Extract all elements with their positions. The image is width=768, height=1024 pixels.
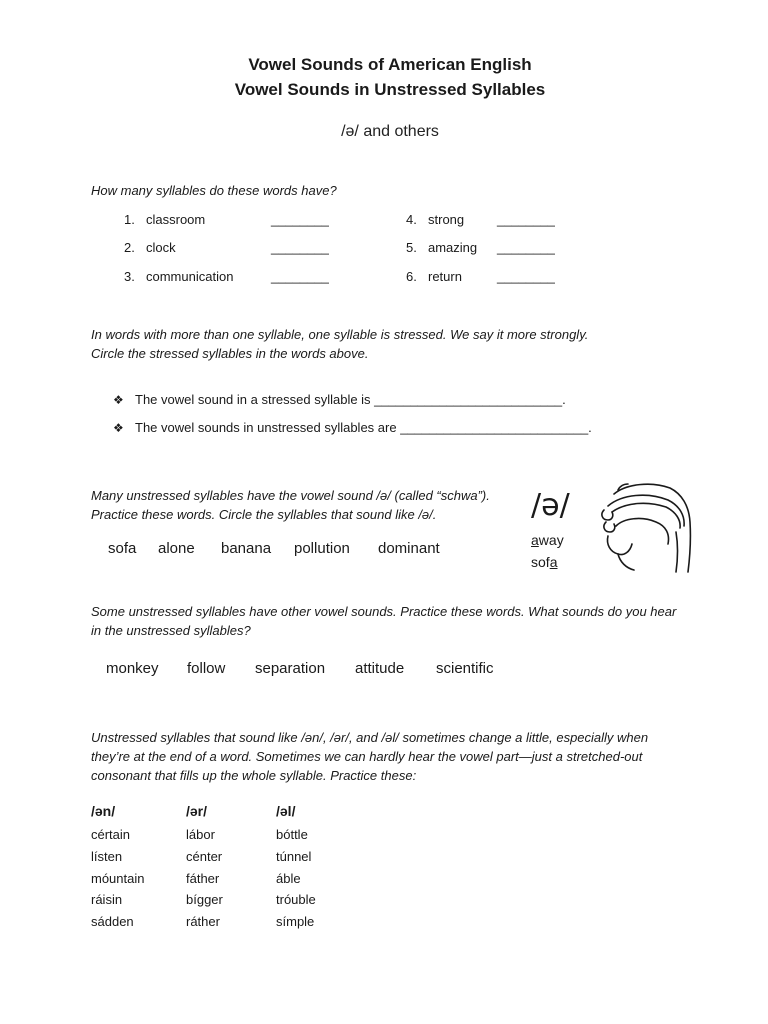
practice-word: sofa [108,540,137,557]
mouth-profile-icon [596,482,696,574]
practice-word: attitude [355,660,405,677]
column-header: /əl/ [276,803,296,819]
bullet-item: ❖ The vowel sounds in unstressed syllables are __________________________. [113,420,592,435]
other-vowels-instruction-line2: in the unstressed syllables? [91,623,251,638]
column-en [91,803,144,933]
practice-word: banana [221,540,272,557]
column-word: fáther [186,870,220,886]
question-item: 2. clock [124,240,176,255]
stress-instruction-line2: Circle the stressed syllables in the words above. [91,346,369,361]
syllable-count-prompt: How many syllables do these words have? [91,183,337,198]
column-el [276,803,316,933]
stress-instruction-line1: In words with more than one syllable, one syllable is stressed. We say it more strongly. [91,327,589,342]
column-word: bóttle [276,827,308,842]
column-word: cénter [186,848,223,864]
schwa-example-away: away [531,532,564,548]
diamond-bullet-icon: ❖ [113,421,124,435]
schwa-symbol: /ə/ [531,488,570,523]
bullet-item: ❖ The vowel sound in a stressed syllable is __________________________. [113,392,566,407]
column-er [186,803,223,933]
practice-word: monkey [106,660,159,677]
syllabic-instruction-line3: consonant that fills up the whole syllable. Practice these: [91,768,417,783]
answer-blank[interactable]: ________ [497,240,555,255]
practice-word: dominant [378,540,440,557]
column-header: /ər/ [186,803,208,819]
column-header: /ən/ [91,803,116,819]
question-item: 5. amazing [406,240,478,255]
column-word: ráisin [91,892,123,908]
schwa-instruction-line2: Practice these words. Circle the syllables that sound like /ə/. [91,507,437,522]
answer-blank[interactable]: ________ [271,240,329,255]
answer-blank[interactable]: ________ [497,212,555,227]
practice-word: separation [255,660,326,677]
diamond-bullet-icon: ❖ [113,393,124,407]
question-item: 4. strong [406,212,465,227]
answer-blank[interactable]: ________ [271,269,329,284]
question-item: 6. return [406,269,462,284]
column-word: túnnel [276,848,312,864]
question-item: 1. classroom [124,212,206,227]
column-word: cértain [91,827,131,842]
topic-label: /ə/ and others [341,123,439,140]
column-word: sádden [91,914,134,930]
column-word: lísten [91,848,123,864]
other-vowels-word-list [106,660,494,678]
practice-word: alone [158,540,195,557]
schwa-example-sofa: sofa [531,554,558,570]
question-item: 3. communication [124,269,234,284]
answer-blank[interactable]: ________ [271,212,329,227]
practice-word: pollution [294,540,350,557]
page-subtitle: Vowel Sounds in Unstressed Syllables [234,80,546,99]
syllabic-instruction-line1: Unstressed syllables that sound like /ən/, /ər/, and /əl/ sometimes change a little, especially when [91,730,649,745]
column-word: móuntain [91,870,145,886]
column-word: ráther [186,914,220,930]
page-title: Vowel Sounds of American English [248,55,532,74]
schwa-instruction-line1: Many unstressed syllables have the vowel sound /ə/ (called “schwa”). [91,488,490,503]
schwa-word-list [108,540,440,558]
practice-word: follow [187,660,226,677]
column-word: bígger [186,892,223,908]
other-vowels-instruction-line1: Some unstressed syllables have other vowel sounds. Practice these words. What sounds do you hear [91,604,677,619]
column-word: áble [276,870,301,886]
column-word: lábor [186,827,215,842]
answer-blank[interactable]: ________ [497,269,555,284]
practice-word: scientific [436,660,494,677]
syllabic-instruction-line2: they’re at the end of a word. Sometimes we can hardly hear the vowel part—just a stretched-out [91,749,643,764]
column-word: símple [276,914,315,930]
column-word: tróuble [276,892,316,908]
